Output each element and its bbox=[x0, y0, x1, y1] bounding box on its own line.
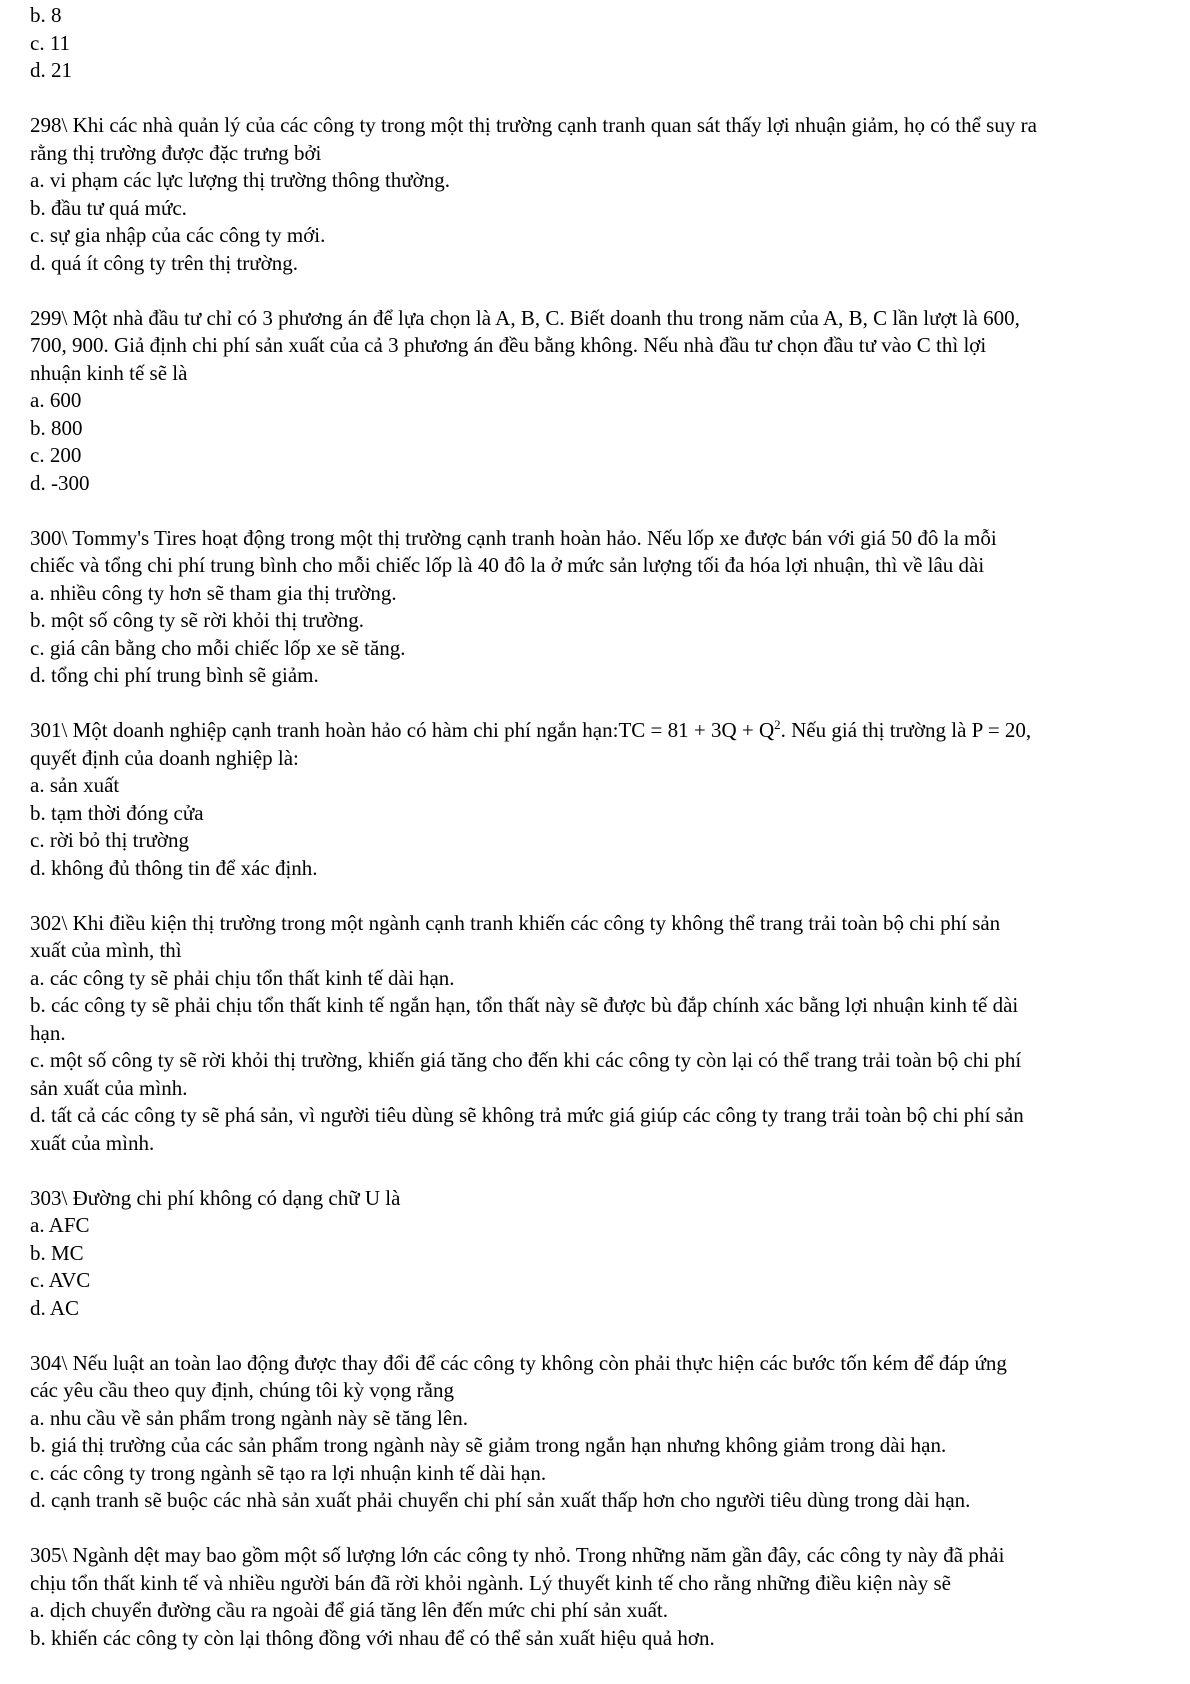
question-text: chiếc và tổng chi phí trung bình cho mỗi chiếc lốp là 40 đô la ở mức sản lượng tối đa hóa lợi nhuận, thì về lâu dài bbox=[30, 553, 985, 577]
option-c: c. các công ty trong ngành sẽ tạo ra lợi nhuận kinh tế dài hạn. bbox=[30, 1460, 547, 1485]
option-b: b. các công ty sẽ phải chịu tổn thất kinh tế ngắn hạn, tổn thất này sẽ được bù đắp chính xác bằng lợi nhuận kinh tế dài bbox=[30, 993, 1019, 1017]
option-b: b. MC bbox=[30, 1240, 84, 1265]
option-a: a. AFC bbox=[30, 1213, 90, 1237]
option-a: a. các công ty sẽ phải chịu tổn thất kinh tế dài hạn. bbox=[30, 965, 455, 990]
question-text: 303\ Đường chi phí không có dạng chữ U là bbox=[30, 1185, 401, 1210]
question-299 bbox=[30, 305, 1185, 498]
question-text: rằng thị trường được đặc trưng bởi bbox=[30, 140, 322, 165]
question-text-part: . Nếu giá thị trường là P = 20, bbox=[780, 718, 1032, 742]
option-b: b. tạm thời đóng cửa bbox=[30, 800, 204, 825]
option-d: d. tổng chi phí trung bình sẽ giảm. bbox=[30, 663, 319, 687]
question-text: 300\ Tommy's Tires hoạt động trong một thị trường cạnh tranh hoàn hảo. Nếu lốp xe được bán với giá 50 đô la mỗi bbox=[30, 525, 997, 550]
option-a: a. dịch chuyển đường cầu ra ngoài để giá tăng lên đến mức chi phí sản xuất. bbox=[30, 1598, 668, 1622]
option-d: d. không đủ thông tin để xác định. bbox=[30, 855, 318, 880]
option-c: c. rời bỏ thị trường bbox=[30, 828, 189, 852]
option-d: d. cạnh tranh sẽ buộc các nhà sản xuất phải chuyển chi phí sản xuất thấp hơn cho người tiêu dùng trong dài hạn. bbox=[30, 1488, 971, 1512]
document-page bbox=[30, 2, 1185, 1652]
question-300 bbox=[30, 525, 1185, 690]
question-text: 304\ Nếu luật an toàn lao động được thay đổi để các công ty không còn phải thực hiện các bước tốn kém để đáp ứng bbox=[30, 1350, 1007, 1375]
option-d: d. AC bbox=[30, 1295, 80, 1320]
option-d: d. tất cả các công ty sẽ phá sản, vì người tiêu dùng sẽ không trả mức giá giúp các công ty trang trải toàn bộ chi phí sản bbox=[30, 1103, 1024, 1127]
question-text: 305\ Ngành dệt may bao gồm một số lượng lớn các công ty nhỏ. Trong những năm gần đây, các công ty này đã phải bbox=[30, 1543, 1005, 1567]
question-text bbox=[30, 717, 1185, 745]
option-b: b. đầu tư quá mức. bbox=[30, 195, 187, 220]
option-b: b. 8 bbox=[30, 3, 62, 27]
option-d: d. quá ít công ty trên thị trường. bbox=[30, 250, 299, 275]
option-c: c. giá cân bằng cho mỗi chiếc lốp xe sẽ tăng. bbox=[30, 635, 406, 660]
question-301 bbox=[30, 717, 1185, 882]
option-c: c. sự gia nhập của các công ty mới. bbox=[30, 223, 326, 247]
option-b: b. 800 bbox=[30, 415, 83, 440]
option-c: c. 11 bbox=[30, 30, 71, 55]
question-text-part: 301\ Một doanh nghiệp cạnh tranh hoàn hảo có hàm chi phí ngắn hạn:TC = 81 + 3Q + Q bbox=[30, 718, 775, 742]
option-b-cont: hạn. bbox=[30, 1020, 66, 1045]
option-a: a. nhiều công ty hơn sẽ tham gia thị trường. bbox=[30, 580, 397, 605]
question-text: 700, 900. Giả định chi phí sản xuất của cả 3 phương án đều bằng không. Nếu nhà đầu tư chọn đầu tư vào C thì lợi bbox=[30, 333, 987, 357]
question-305 bbox=[30, 1542, 1185, 1652]
question-text: 299\ Một nhà đầu tư chỉ có 3 phương án để lựa chọn là A, B, C. Biết doanh thu trong năm của A, B, C lần lượt là 600, bbox=[30, 305, 1020, 330]
option-d: d. -300 bbox=[30, 470, 90, 495]
option-d-cont: xuất của mình. bbox=[30, 1130, 155, 1155]
question-text: các yêu cầu theo quy định, chúng tôi kỳ vọng rằng bbox=[30, 1378, 454, 1402]
option-b: b. khiến các công ty còn lại thông đồng với nhau để có thể sản xuất hiệu quả hơn. bbox=[30, 1625, 715, 1650]
option-c-cont: sản xuất của mình. bbox=[30, 1075, 188, 1100]
question-text: 298\ Khi các nhà quản lý của các công ty trong một thị trường cạnh tranh quan sát thấy lợi nhuận giảm, họ có thể suy ra bbox=[30, 113, 1037, 137]
option-b: b. giá thị trường của các sản phẩm trong ngành này sẽ giảm trong ngắn hạn nhưng không giảm trong dài hạn. bbox=[30, 1433, 947, 1457]
question-text: nhuận kinh tế sẽ là bbox=[30, 360, 188, 385]
option-a: a. vi phạm các lực lượng thị trường thông thường. bbox=[30, 168, 451, 192]
option-b: b. một số công ty sẽ rời khỏi thị trường. bbox=[30, 608, 364, 632]
previous-question-options bbox=[30, 2, 1185, 85]
option-c: c. một số công ty sẽ rời khỏi thị trường, khiến giá tăng cho đến khi các công ty còn lại có thể trang trải toàn bộ chi phí bbox=[30, 1048, 1022, 1072]
question-298 bbox=[30, 112, 1185, 277]
option-c: c. 200 bbox=[30, 443, 82, 467]
option-c: c. AVC bbox=[30, 1268, 91, 1292]
question-303 bbox=[30, 1185, 1185, 1323]
option-a: a. sản xuất bbox=[30, 773, 120, 797]
question-text: xuất của mình, thì bbox=[30, 938, 182, 962]
superscript: 2 bbox=[774, 717, 781, 732]
option-a: a. nhu cầu về sản phẩm trong ngành này sẽ tăng lên. bbox=[30, 1405, 468, 1430]
question-302 bbox=[30, 910, 1185, 1158]
question-304 bbox=[30, 1350, 1185, 1515]
question-text: chịu tổn thất kinh tế và nhiều người bán đã rời khỏi ngành. Lý thuyết kinh tế cho rằng những điều kiện này sẽ bbox=[30, 1570, 951, 1595]
question-text: 302\ Khi điều kiện thị trường trong một ngành cạnh tranh khiến các công ty không thể trang trải toàn bộ chi phí sản bbox=[30, 910, 1001, 935]
option-d: d. 21 bbox=[30, 58, 72, 82]
option-a: a. 600 bbox=[30, 388, 82, 412]
question-text: quyết định của doanh nghiệp là: bbox=[30, 745, 299, 770]
